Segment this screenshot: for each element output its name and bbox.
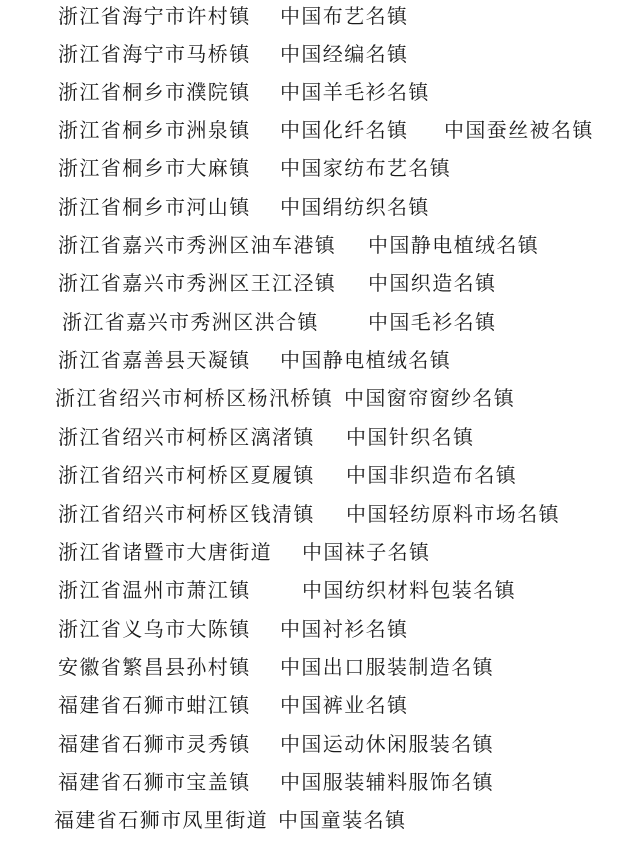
- town-title: 中国家纺布艺名镇: [280, 156, 452, 180]
- town-name: 浙江省嘉兴市秀洲区油车港镇: [58, 233, 337, 257]
- town-title: 中国化纤名镇: [280, 118, 409, 142]
- town-name: 安徽省繁昌县孙村镇: [58, 655, 251, 679]
- town-title: 中国蚕丝被名镇: [444, 118, 594, 142]
- town-name: 浙江省嘉兴市秀洲区洪合镇: [62, 310, 319, 334]
- town-name: 福建省石狮市宝盖镇: [58, 770, 251, 794]
- town-title: 中国运动休闲服装名镇: [280, 732, 494, 756]
- town-title: 中国窗帘窗纱名镇: [344, 386, 516, 410]
- town-name: 浙江省温州市萧江镇: [58, 578, 251, 602]
- town-title: 中国静电植绒名镇: [368, 233, 540, 257]
- town-title: 中国轻纺原料市场名镇: [346, 502, 560, 526]
- town-name: 浙江省绍兴市柯桥区杨汛桥镇: [55, 386, 334, 410]
- town-title: 中国衬衫名镇: [280, 617, 409, 641]
- town-title: 中国织造名镇: [368, 271, 497, 295]
- town-title: 中国绢纺织名镇: [280, 195, 430, 219]
- town-title: 中国服装辅料服饰名镇: [280, 770, 494, 794]
- town-name: 浙江省海宁市马桥镇: [58, 42, 251, 66]
- town-name: 浙江省桐乡市河山镇: [58, 195, 251, 219]
- town-title: 中国羊毛衫名镇: [280, 80, 430, 104]
- town-title: 中国袜子名镇: [302, 540, 431, 564]
- town-name: 福建省石狮市凤里街道: [54, 808, 268, 832]
- town-title: 中国经编名镇: [280, 42, 409, 66]
- town-name: 浙江省嘉兴市秀洲区王江泾镇: [58, 271, 337, 295]
- town-name: 浙江省诸暨市大唐街道: [58, 540, 272, 564]
- town-title: 中国毛衫名镇: [368, 310, 497, 334]
- town-name: 浙江省桐乡市大麻镇: [58, 156, 251, 180]
- town-title: 中国针织名镇: [346, 425, 475, 449]
- town-name: 浙江省绍兴市柯桥区钱清镇: [58, 502, 315, 526]
- town-name: 浙江省海宁市许村镇: [58, 4, 251, 28]
- town-title: 中国出口服装制造名镇: [280, 655, 494, 679]
- town-name: 浙江省嘉善县天凝镇: [58, 348, 251, 372]
- town-title: 中国非织造布名镇: [346, 463, 518, 487]
- town-name: 浙江省桐乡市洲泉镇: [58, 118, 251, 142]
- town-name: 浙江省桐乡市濮院镇: [58, 80, 251, 104]
- town-title: 中国布艺名镇: [280, 4, 409, 28]
- town-name: 浙江省绍兴市柯桥区夏履镇: [58, 463, 315, 487]
- town-title: 中国童装名镇: [278, 808, 407, 832]
- town-name: 浙江省绍兴市柯桥区漓渚镇: [58, 425, 315, 449]
- town-name: 福建省石狮市蚶江镇: [58, 693, 251, 717]
- town-title: 中国纺织材料包装名镇: [302, 578, 516, 602]
- town-name: 福建省石狮市灵秀镇: [58, 732, 251, 756]
- town-name: 浙江省义乌市大陈镇: [58, 617, 251, 641]
- town-title: 中国裤业名镇: [280, 693, 409, 717]
- town-title: 中国静电植绒名镇: [280, 348, 452, 372]
